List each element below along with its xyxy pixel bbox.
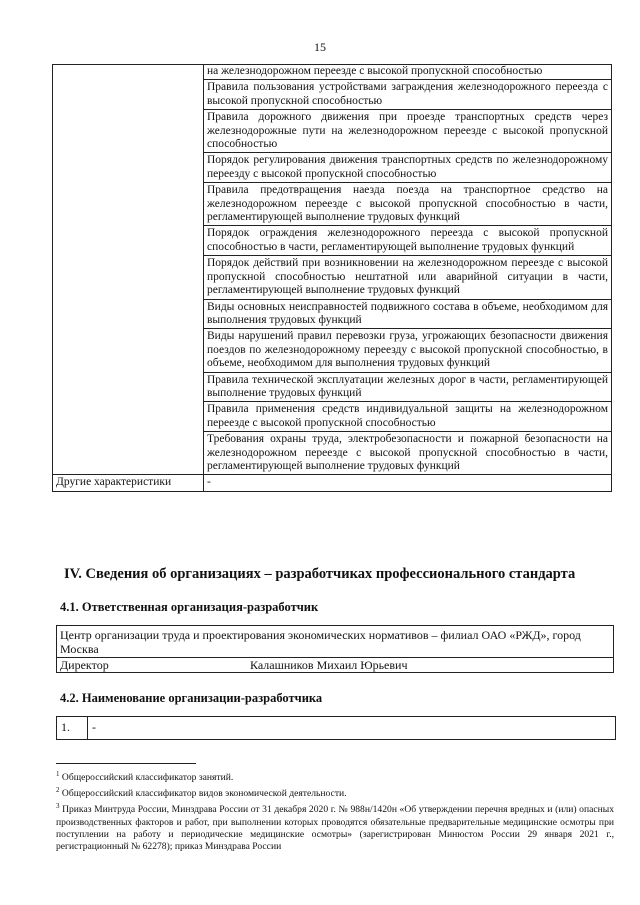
requirement-cell: на железнодорожном переезде с высокой пропускной способностью <box>204 65 612 80</box>
footnote-marker: 2 <box>56 786 60 795</box>
responsible-org-heading: 4.1. Ответственная организация-разработчик <box>60 600 319 614</box>
developer-org-heading: 4.2. Наименование организации-разработчика <box>60 691 323 705</box>
table-row <box>53 65 612 80</box>
org-head-row <box>56 657 614 673</box>
page-number: 15 <box>314 40 326 54</box>
footnote-text: Общероссийский классификатор видов экономической деятельности. <box>61 788 347 800</box>
developer-org-row <box>56 716 616 740</box>
org-head-position: Директор <box>60 658 109 672</box>
other-characteristics-label: Другие характеристики <box>53 475 204 491</box>
org-head-name: Калашников Михаил Юрьевич <box>250 658 408 672</box>
other-characteristics-value: - <box>204 475 612 491</box>
footnote-marker: 1 <box>56 770 60 778</box>
requirement-cell: Виды нарушений правил перевозки груза, угрожающих безопасности движения поездов по железнодорожному переезду с высокой пропускной способностью, в объеме, необходимом для выполнения трудовых функций <box>204 329 612 372</box>
org-name: Центр организации труда и проектирования экономических нормативов – филиал ОАО «РЖД», город Москва <box>56 625 614 657</box>
footnote-marker: 3 <box>56 802 60 811</box>
requirement-cell: Правила дорожного движения при проезде транспортных средств через железнодорожные пути на железнодорожном переезде с высокой пропускной способностью <box>204 110 612 153</box>
developer-org-number: 1. <box>57 717 88 739</box>
requirement-cell: Правила пользования устройствами заграждения железнодорожного переезда с высокой пропускной способностью <box>204 80 612 110</box>
requirement-cell: Правила предотвращения наезда поезда на транспортное средство на железнодорожном переезде с высокой пропускной способностью в части, регламентирующей выполнение трудовых функций <box>204 183 612 226</box>
requirement-cell: Порядок регулирования движения транспортных средств по железнодорожному переезду с высокой пропускной способностью <box>204 153 612 183</box>
requirement-cell: Порядок действий при возникновении на железнодорожном переезде с высокой пропускной способностью нештатной или аварийной ситуации в части, регламентирующей выполнение трудовых функций <box>204 256 612 299</box>
requirement-cell: Правила технической эксплуатации железных дорог в части, регламентирующей выполнение трудовых функций <box>204 372 612 402</box>
section-iv-title: IV. Сведения об организациях – разработчиках профессионального стандарта <box>64 566 576 582</box>
footnote <box>56 800 614 852</box>
table-cell-empty <box>53 65 204 475</box>
requirement-cell: Порядок ограждения железнодорожного переезда с высокой пропускной способностью в части, регламентирующей выполнение трудовых функций <box>204 226 612 256</box>
requirements-table <box>52 64 612 492</box>
footnote-divider <box>56 763 196 764</box>
requirement-cell: Виды основных неисправностей подвижного состава в объеме, необходимом для выполнения трудовых функций <box>204 299 612 329</box>
developer-org-value: - <box>92 720 96 734</box>
footnote <box>56 784 614 800</box>
footnote-text: Общероссийский классификатор занятий. <box>61 772 234 784</box>
requirement-cell: Требования охраны труда, электробезопасности и пожарной безопасности на железнодорожном переезде с высокой пропускной способностью в части, регламентирующей выполнение трудовых функций <box>204 432 612 475</box>
table-row <box>53 475 612 491</box>
requirement-cell: Правила применения средств индивидуальной защиты на железнодорожном переезде с высокой пропускной способностью <box>204 402 612 432</box>
responsible-org-box <box>56 625 614 673</box>
footnotes <box>56 768 614 853</box>
footnote <box>56 768 614 784</box>
footnote-text: Приказ Минтруда России, Минздрава России от 31 декабря 2020 г. № 988н/1420н «Об утверждении перечня вредных и (или) опасных производственных факторов и работ, при выполнении которых проводятся обязательные предварительные медицинские осмотры при поступлении на работу и периодические медицинские осмотры» (зарегистрирован Минюстом России 29 января 2021 г., регистрационный № 62278); приказ Минздрава России <box>56 804 614 852</box>
